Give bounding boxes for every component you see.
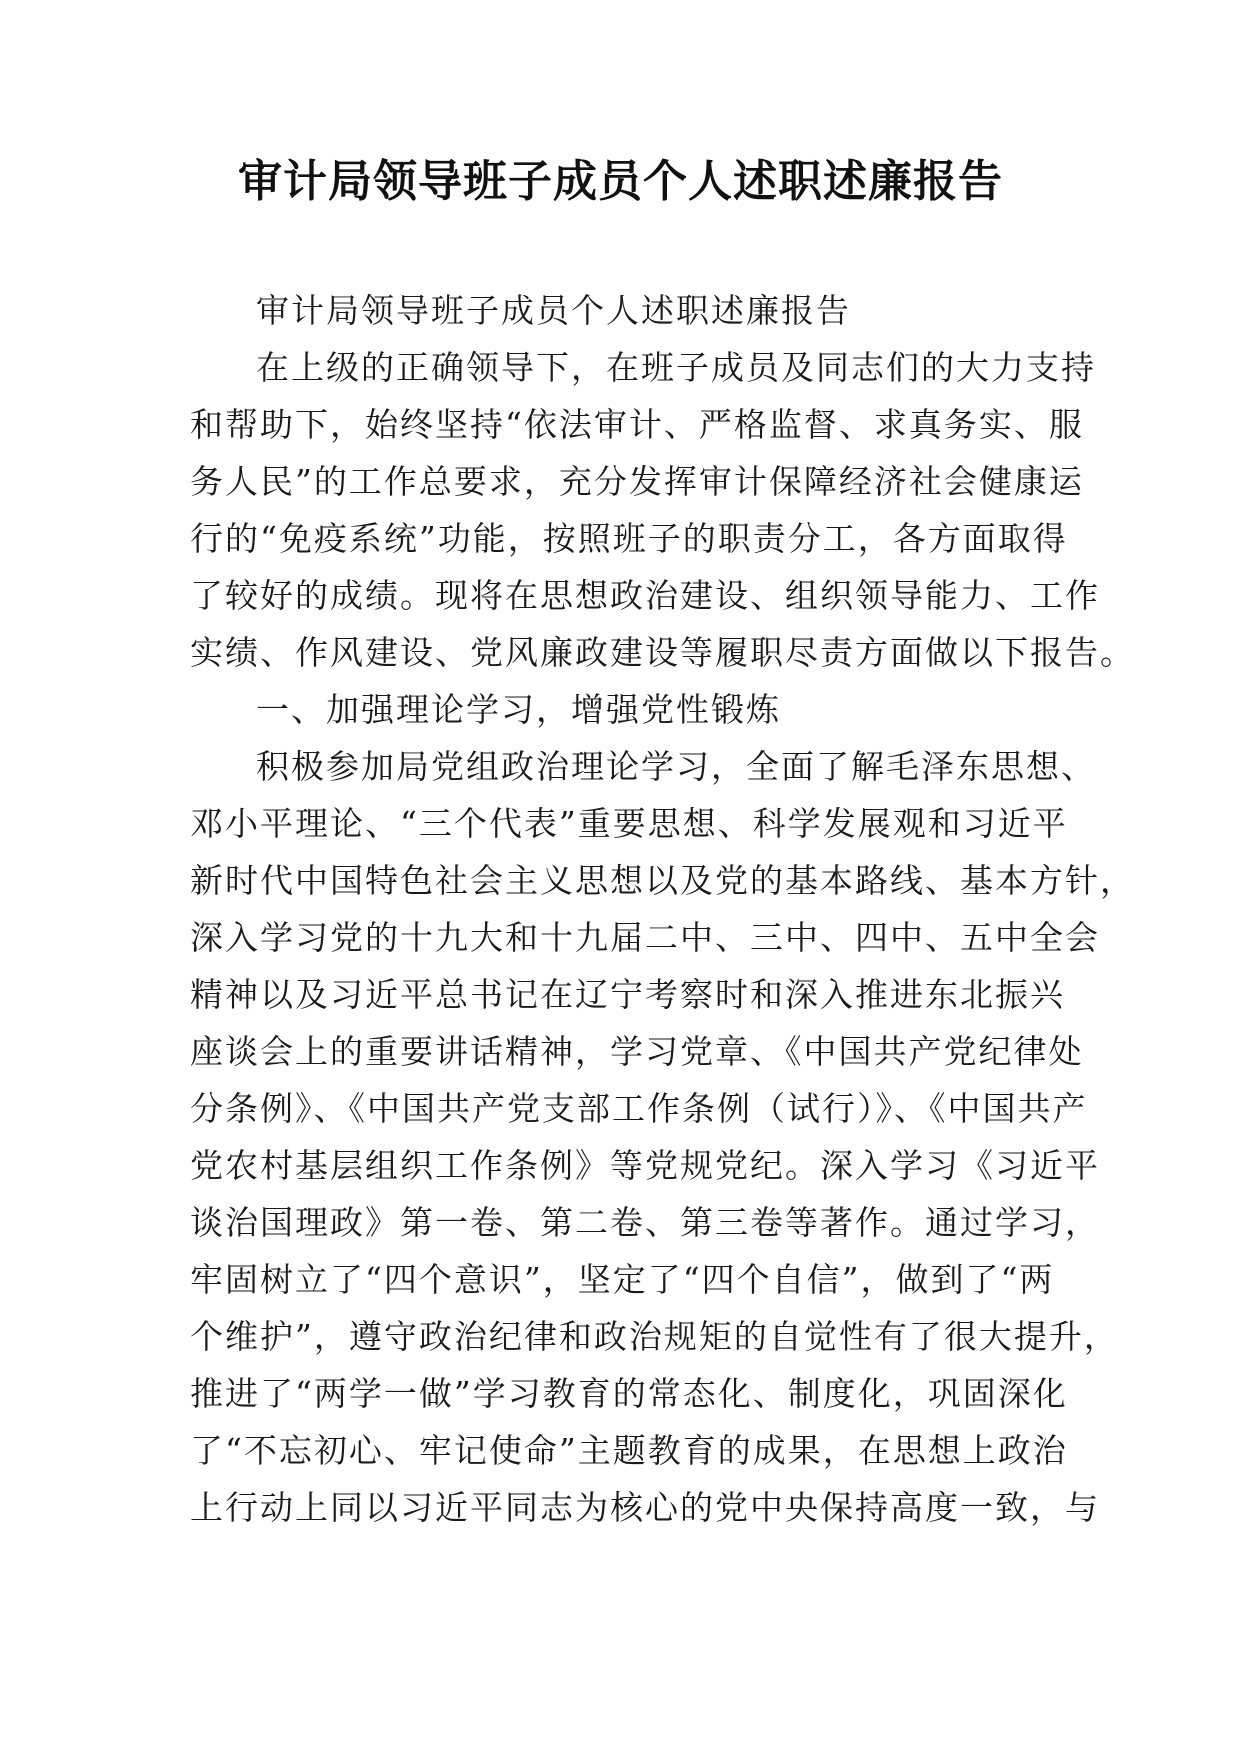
text-line: 深入学习党的十九大和十九届二中、三中、四中、五中全会 [190, 918, 1100, 957]
text-line: 精神以及习近平总书记在辽宁考察时和深入推进东北振兴 [190, 975, 1065, 1014]
text-line: 行的“免疫系统”功能，按照班子的职责分工，各方面取得 [190, 519, 1068, 558]
text-line: 务人民”的工作总要求，充分发挥审计保障经济社会健康运 [190, 462, 1084, 501]
text-line: 新时代中国特色社会主义思想以及党的基本路线、基本方针， [190, 861, 1135, 900]
body-text [190, 282, 1135, 1536]
text-line: 和帮助下，始终坚持“依法审计、严格监督、求真务实、服 [190, 405, 1084, 444]
text-line: 邓小平理论、“三个代表”重要思想、科学发展观和习近平 [190, 804, 1068, 843]
text-line: 实绩、作风建设、党风廉政建设等履职尽责方面做以下报告。 [190, 633, 1135, 672]
text-line: 积极参加局党组政治理论学习，全面了解毛泽东思想、 [256, 747, 1096, 786]
text-line: 座谈会上的重要讲话精神，学习党章、《中国共产党纪律处 [190, 1032, 1084, 1071]
text-line: 谈治国理政》第一卷、第二卷、第三卷等著作。通过学习， [190, 1203, 1100, 1242]
text-line: 推进了“两学一做”学习教育的常态化、制度化，巩固深化 [190, 1374, 1068, 1413]
text-line: 分条例》、《中国共产党支部工作条例（试行）》、《中国共产 [190, 1089, 1088, 1128]
text-line: 上行动上同以习近平同志为核心的党中央保持高度一致，与 [190, 1488, 1100, 1527]
section-heading: 一、加强理论学习，增强党性锻炼 [256, 690, 781, 729]
text-line: 了“不忘初心、牢记使命”主题教育的成果，在思想上政治 [190, 1431, 1068, 1470]
text-line: 党农村基层组织工作条例》等党规党纪。深入学习《习近平 [190, 1146, 1100, 1185]
text-line: 审计局领导班子成员个人述职述廉报告 [256, 291, 851, 330]
text-line: 了较好的成绩。现将在思想政治建设、组织领导能力、工作 [190, 576, 1100, 615]
text-line: 牢固树立了“四个意识”，坚定了“四个自信”，做到了“两 [190, 1260, 1055, 1299]
page-title: 审计局领导班子成员个人述职述廉报告 [238, 156, 1003, 207]
text-line: 个维护”，遵守政治纪律和政治规矩的自觉性有了很大提升， [190, 1317, 1119, 1356]
text-line: 在上级的正确领导下，在班子成员及同志们的大力支持 [256, 348, 1096, 387]
